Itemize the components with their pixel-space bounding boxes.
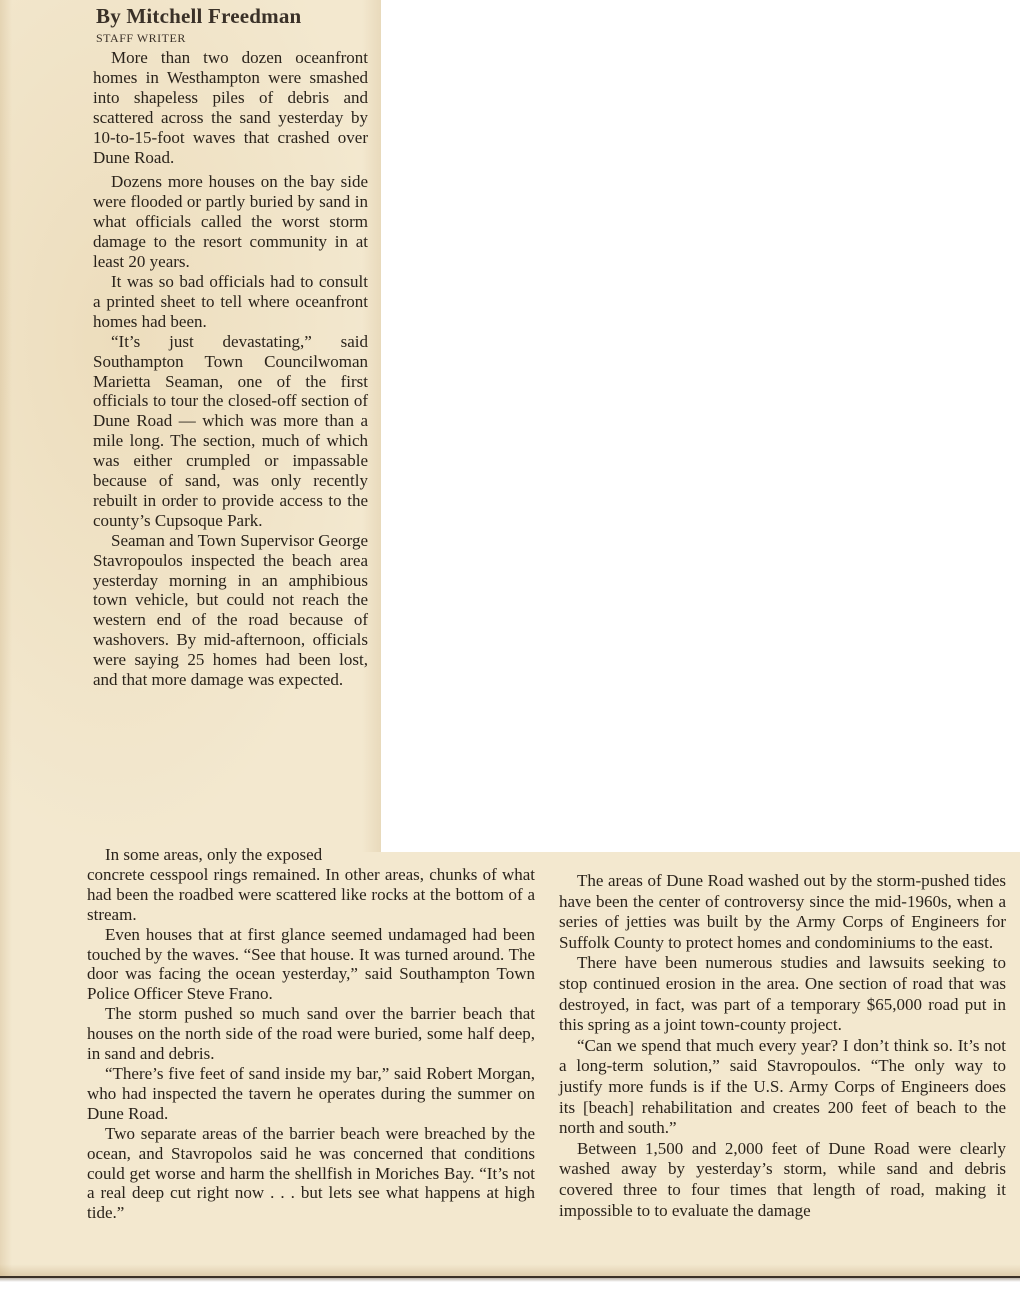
paragraph: There have been numerous studies and lawsuits seeking to stop continued erosion in the area. One section of road that was destroyed, in fact, was part of a temporary $65,000 road put in this spring as a joint town-county project. bbox=[559, 953, 1006, 1035]
paragraph: “There’s five feet of sand inside my bar,” said Robert Morgan, who had inspected the tavern he operates during the summer on Dune Road. bbox=[87, 1063, 535, 1123]
article-column-3 bbox=[559, 871, 1006, 1221]
paragraph: The storm pushed so much sand over the barrier beach that houses on the north side of the road were buried, some half deep, in sand and debris. bbox=[87, 1004, 535, 1064]
paragraph: More than two dozen oceanfront homes in Westhampton were smashed into shapeless piles of debris and scattered across the sand yesterday by 10-to-15-foot waves that crashed over Dune Road. bbox=[93, 48, 368, 167]
byline: By Mitchell Freedman bbox=[96, 4, 302, 28]
article-column-1 bbox=[93, 48, 368, 690]
paragraph: “Can we spend that much every year? I don’t think so. It’s not a long-term solution,” said Stavropoulos. “The only way to justify more funds is if the U.S. Army Corps of Engineers does its [beach] rehabilitation and creates 200 feet of beach to the north and south.” bbox=[559, 1035, 1006, 1138]
paragraph: Between 1,500 and 2,000 feet of Dune Road were clearly washed away by yesterday’s storm, while sand and debris covered three to four times that length of road, making it impossible to to evaluate the damage bbox=[559, 1138, 1006, 1220]
paragraph-lead: In some areas, only the exposed bbox=[105, 845, 323, 864]
paragraph: “It’s just devastating,” said Southampton Town Councilwoman Marietta Seaman, one of the first officials to tour the closed-off section of Dune Road — which was more than a mile long. The section, much of which was either crumpled or impassable because of sand, was only recently rebuilt in order to provide access to the county’s Cupsoque Park. bbox=[93, 331, 368, 530]
paragraph-lead-continued: concrete cesspool rings remained. In other areas, chunks of what had been the roadbed were scattered like rocks at the bottom of a stream. bbox=[87, 864, 535, 924]
clipping-edge-shadow bbox=[0, 1278, 1020, 1282]
paragraph: The areas of Dune Road washed out by the storm-pushed tides have been the center of controversy since the mid-1960s, when a series of jetties was built by the Army Corps of Engineers for Suffolk County to protect homes and condominiums to the east. bbox=[559, 871, 1006, 952]
paragraph: Seaman and Town Supervisor George Stavropoulos inspected the beach area yesterday morning in an amphibious town vehicle, but could not reach the western end of the road because of washovers. By mid-afternoon, officials were saying 25 homes had been lost, and that more damage was expected. bbox=[93, 530, 368, 690]
article-column-2 bbox=[87, 845, 535, 1223]
paragraph: Two separate areas of the barrier beach were breached by the ocean, and Stavropolos said he was concerned that conditions could get worse and harm the shellfish in Moriches Bay. “It’s not a real deep cut right now . . . but lets see what happens at high tide.” bbox=[87, 1123, 535, 1223]
byline-credit: STAFF WRITER bbox=[96, 31, 186, 45]
paragraph: It was so bad officials had to consult a printed sheet to tell where oceanfront homes had been. bbox=[93, 271, 368, 331]
paragraph: Dozens more houses on the bay side were flooded or partly buried by sand in what officials called the worst storm damage to the resort community in at least 20 years. bbox=[93, 172, 368, 272]
paragraph: Even houses that at first glance seemed undamaged had been touched by the waves. “See that house. It was turned around. The door was facing the ocean yesterday,” said Southampton Town Police Officer Steve Frano. bbox=[87, 924, 535, 1004]
